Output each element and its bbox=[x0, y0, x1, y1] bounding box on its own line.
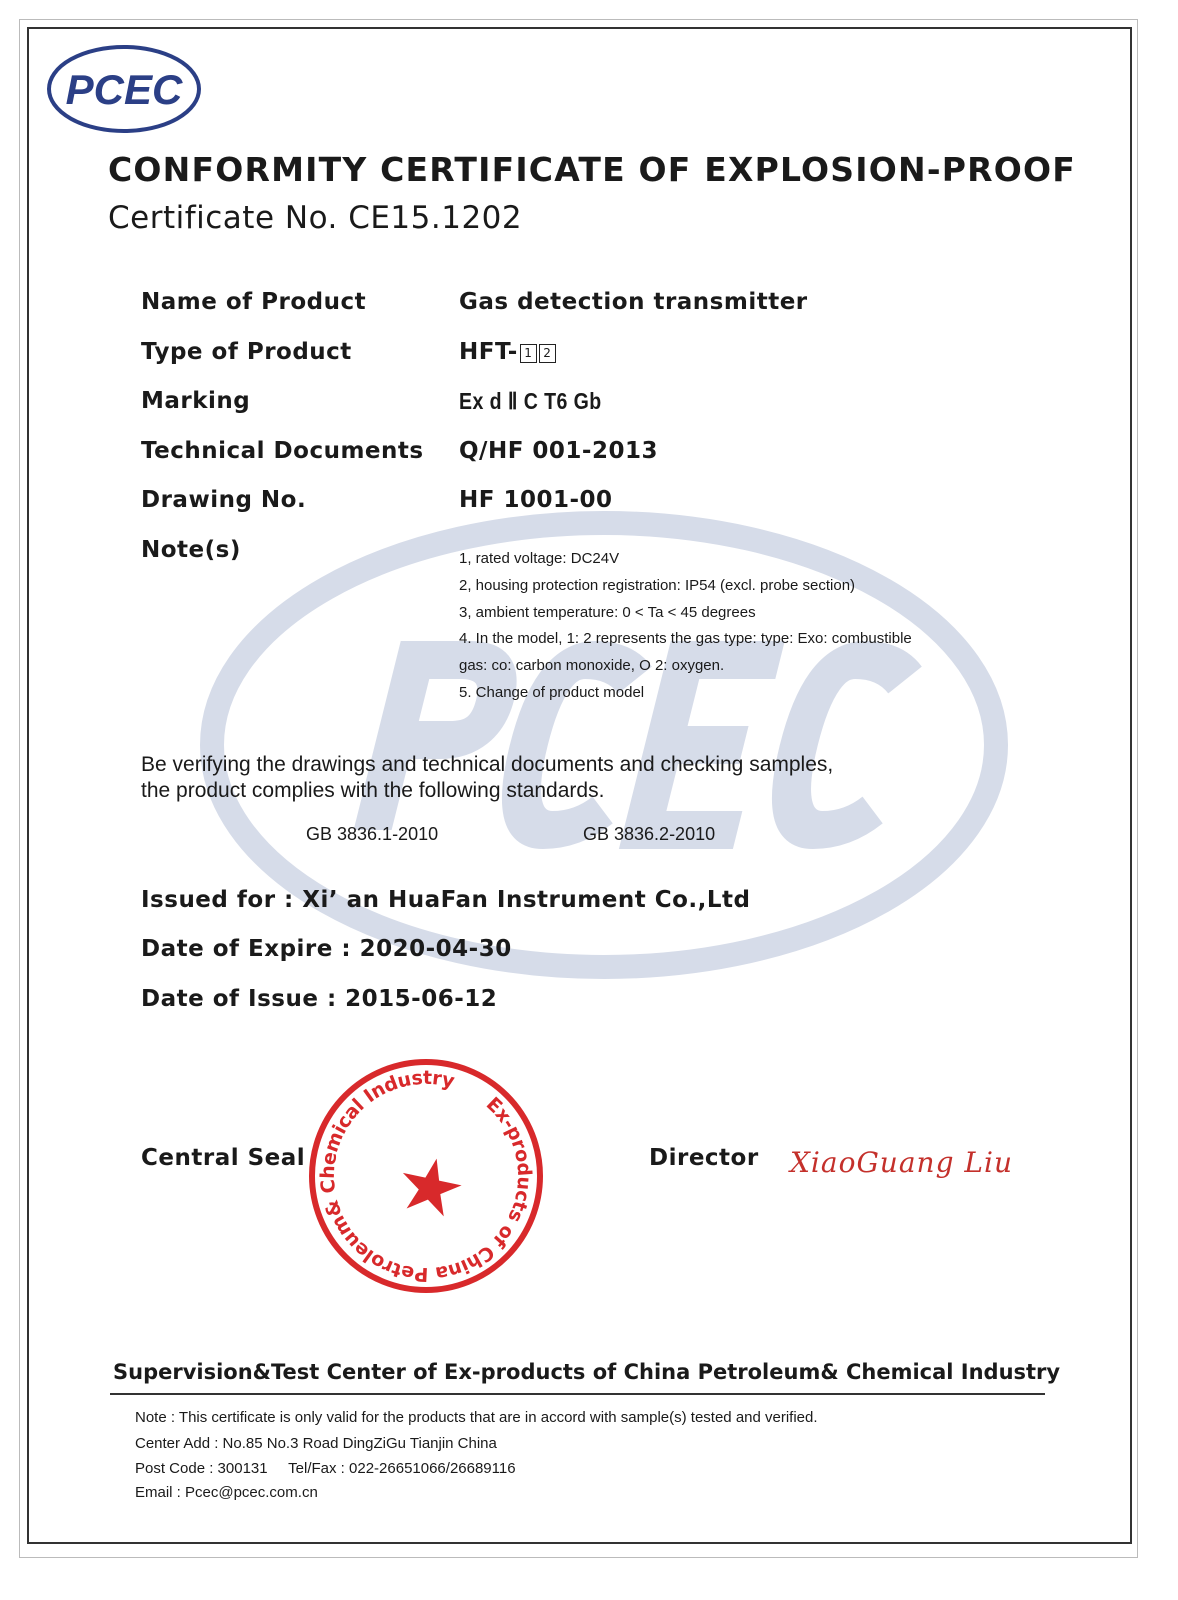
svg-text:PCEC: PCEC bbox=[65, 66, 183, 113]
footer-note: Note : This certificate is only valid for the products that are in accord with sample(s) tested and verified. bbox=[135, 1409, 818, 1426]
label-drawing-no: Drawing No. bbox=[141, 487, 307, 513]
certificate-title: CONFORMITY CERTIFICATE OF EXPLOSION-PROOF bbox=[108, 150, 1076, 189]
director-signature: XiaoGuang Liu bbox=[790, 1146, 1013, 1179]
date-of-issue: Date of Issue : 2015-06-12 bbox=[141, 986, 498, 1012]
pcec-logo bbox=[45, 44, 205, 136]
note-line: gas: co: carbon monoxide, O 2: oxygen. bbox=[459, 657, 725, 674]
issuing-organization: Supervision&Test Center of Ex-products of China Petroleum& Chemical Industry bbox=[113, 1360, 1061, 1384]
footer-address: Center Add : No.85 No.3 Road DingZiGu Tianjin China bbox=[135, 1435, 497, 1452]
note-line: 4. In the model, 1: 2 represents the gas type: type: Exo: combustible bbox=[459, 630, 912, 647]
issued-for: Issued for : Xi’ an HuaFan Instrument Co.,Ltd bbox=[141, 887, 751, 913]
central-seal-stamp bbox=[305, 1055, 547, 1297]
label-marking: Marking bbox=[141, 388, 251, 414]
note-line: 2, housing protection registration: IP54 (excl. probe section) bbox=[459, 577, 856, 594]
type-box-1: 1 bbox=[520, 344, 537, 363]
svg-text:Ex-products of China Petroleum: Ex-products of China Petroleum& Chemical Industry bbox=[316, 1066, 536, 1286]
value-product-type bbox=[459, 339, 556, 365]
value-drawing-no: HF 1001-00 bbox=[459, 487, 613, 513]
label-product-name: Name of Product bbox=[141, 289, 367, 315]
type-box-2: 2 bbox=[539, 344, 556, 363]
standard-1: GB 3836.1-2010 bbox=[306, 824, 439, 844]
date-of-expire: Date of Expire : 2020-04-30 bbox=[141, 936, 512, 962]
standard-2: GB 3836.2-2010 bbox=[583, 824, 716, 844]
value-marking: Ex d Ⅱ C T6 Gb bbox=[459, 388, 602, 414]
label-product-type: Type of Product bbox=[141, 339, 352, 365]
central-seal-label: Central Seal bbox=[141, 1145, 306, 1171]
note-line: 1, rated voltage: DC24V bbox=[459, 550, 620, 567]
value-technical-documents: Q/HF 001-2013 bbox=[459, 438, 658, 464]
type-prefix: HFT- bbox=[459, 339, 518, 365]
statement-line: the product complies with the following standards. bbox=[141, 779, 605, 802]
label-technical-documents: Technical Documents bbox=[141, 438, 424, 464]
footer-divider bbox=[110, 1393, 1045, 1395]
footer-email: Email : Pcec@pcec.com.cn bbox=[135, 1484, 318, 1501]
note-line: 5. Change of product model bbox=[459, 684, 645, 701]
director-label: Director bbox=[649, 1145, 759, 1171]
note-line: 3, ambient temperature: 0 < Ta < 45 degrees bbox=[459, 604, 756, 621]
value-product-name: Gas detection transmitter bbox=[459, 289, 808, 315]
statement-line: Be verifying the drawings and technical documents and checking samples, bbox=[141, 753, 834, 776]
label-notes: Note(s) bbox=[141, 537, 241, 563]
certificate-number: Certificate No. CE15.1202 bbox=[108, 200, 523, 236]
compliance-statement bbox=[141, 752, 833, 804]
footer-contact: Post Code : 300131 Tel/Fax : 022-26651066/26689116 bbox=[135, 1460, 516, 1477]
